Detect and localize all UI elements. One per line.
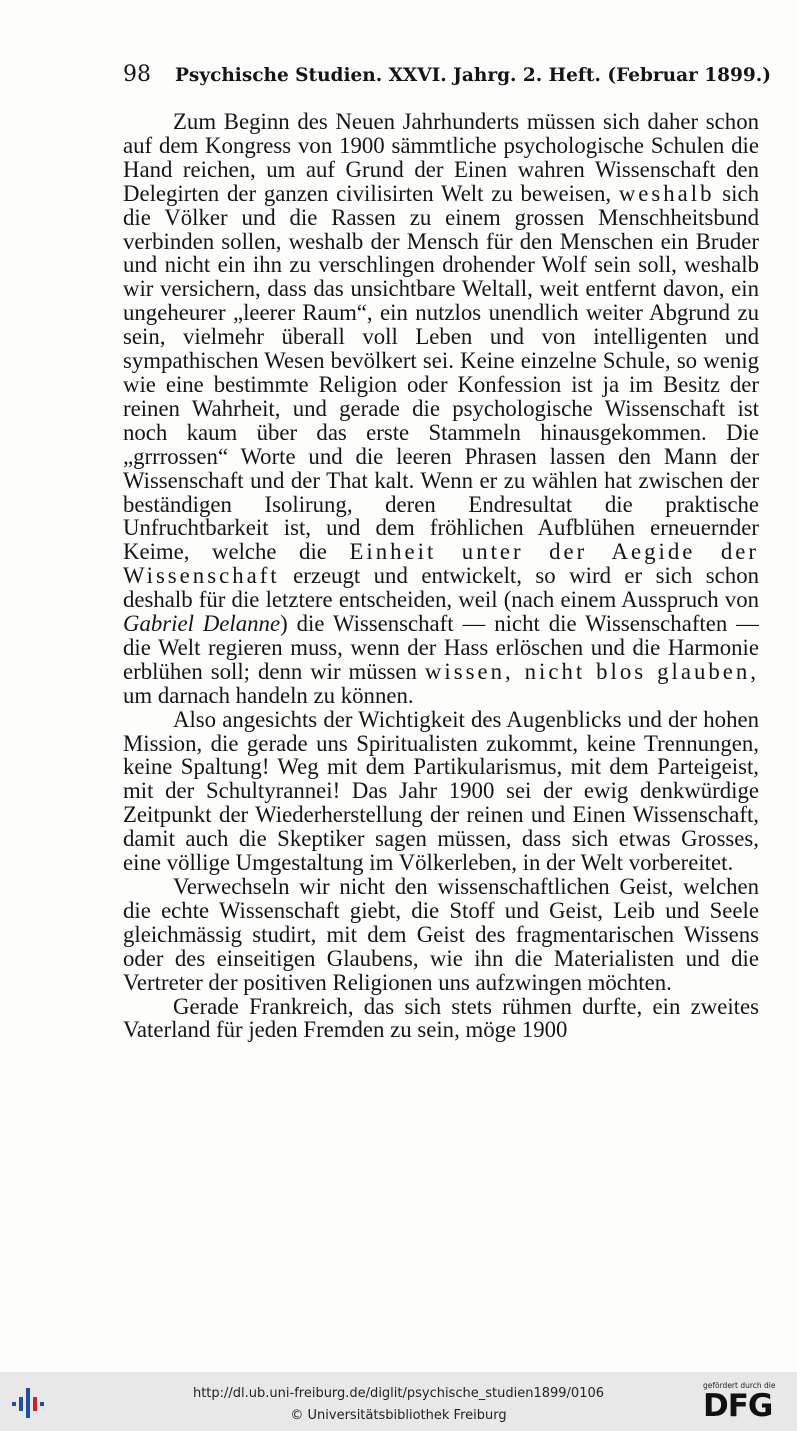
text-run: um darnach handeln zu können.	[123, 682, 414, 708]
body-text	[123, 110, 759, 1042]
document-url[interactable]: http://dl.ub.uni-freiburg.de/diglit/psychische_studien1899/0106	[192, 1386, 605, 1401]
spaced-emphasis: weshalb	[618, 180, 715, 206]
text-run: erzeugt und entwickelt, so wird er sich schon deshalb für die letztere entscheiden, weil (nach einem Ausspruch von	[123, 563, 759, 613]
paragraph-3: Verwechseln wir nicht den wissenschaftlichen Geist, welchen die echte Wissenschaft giebt, die Stoff und Geist, Leib und Seele gleichmässig studirt, mit dem Geist des fragmentarischen Wissens oder des einseitigen Glaubens, wie ihn die Materialisten und die Vertreter der positiven Religionen uns aufzwingen möchten.	[123, 874, 759, 995]
dfg-logo: DFG	[703, 1388, 773, 1424]
text-run: sich die Völker und die Rassen zu einem grossen Menschheitsbund verbinden sollen, weshalb der Mensch für den Menschen ein Bruder und nicht ein ihn zu verschlingen drohender Wolf sein soll, weshalb wir versichern, dass das unsichtbare Weltall, weit entfernt davon, ein ungeheurer „leerer Raum“, ein nutzlos unendlich weiter Abgrund zu sein, vielmehr überall voll Leben und von intelligenten und sympathischen Wesen bevölkert sei. Keine einzelne Schule, so wenig wie eine bestimmte Religion oder Konfession ist ja im Besitz der reinen Wahrheit, und gerade die psychologische Wissenschaft ist noch kaum über das erste Stammeln hinausgekommen. Die „grrrossen“ Worte und die leeren Phrasen lassen den Mann der Wissenschaft und der That kalt. Wenn er zu wählen hat zwischen der beständigen Isolirung, deren Endresultat die praktische Unfruchtbarkeit ist, und dem fröhlichen Aufblühen erneuernder Keime, welche die	[123, 180, 759, 565]
paragraph-4: Gerade Frankreich, das sich stets rühmen durfte, ein zweites Vaterland für jeden Fremden zu sein, möge 1900	[123, 993, 759, 1043]
running-title: Psychische Studien. XXVI. Jahrg. 2. Heft. (Februar 1899.)	[175, 65, 771, 86]
paragraph-1	[123, 110, 759, 708]
viewer-footer	[0, 1372, 797, 1431]
copyright-notice: © Universitätsbibliothek Freiburg	[290, 1408, 507, 1423]
running-head	[123, 62, 771, 92]
text-run: Zum Beginn des Neuen Jahrhunderts müssen sich daher schon auf dem Kongress von 1900 sämmtliche psychologische Schulen die Hand reichen, um auf Grund der Einen wahren Wissenschaft den Delegirten der ganzen civilisirten Welt zu beweisen,	[123, 109, 759, 206]
italic-name: Gabriel Delanne	[123, 611, 281, 637]
sponsor-caption: gefördert durch die	[703, 1381, 776, 1390]
page-number: 98	[123, 62, 151, 87]
text-run: ) die Wissenschaft — nicht die Wissenschaften — die Welt regieren muss, wenn der Hass erlöschen und die Harmonie erblühen soll; denn wir müssen	[123, 611, 759, 684]
spaced-emphasis: Einheit unter der Aegide der Wissenschaft	[123, 539, 759, 589]
spaced-emphasis: wissen, nicht blos glauben,	[424, 658, 759, 684]
paragraph-2: Also angesichts der Wichtigkeit des Augenblicks und der hohen Mission, die gerade uns Spiritualisten zukommt, keine Trennungen, keine Spaltung! Weg mit dem Partikularismus, mit dem Parteigeist, mit der Schultyrannei! Das Jahr 1900 sei der ewig denkwürdige Zeitpunkt der Wiederherstellung der reinen und Einen Wissenschaft, damit auch die Skeptiker sagen müssen, dass sich etwas Grosses, eine völlige Umgestaltung im Völkerleben, in der Welt vorbereitet.	[123, 706, 759, 876]
